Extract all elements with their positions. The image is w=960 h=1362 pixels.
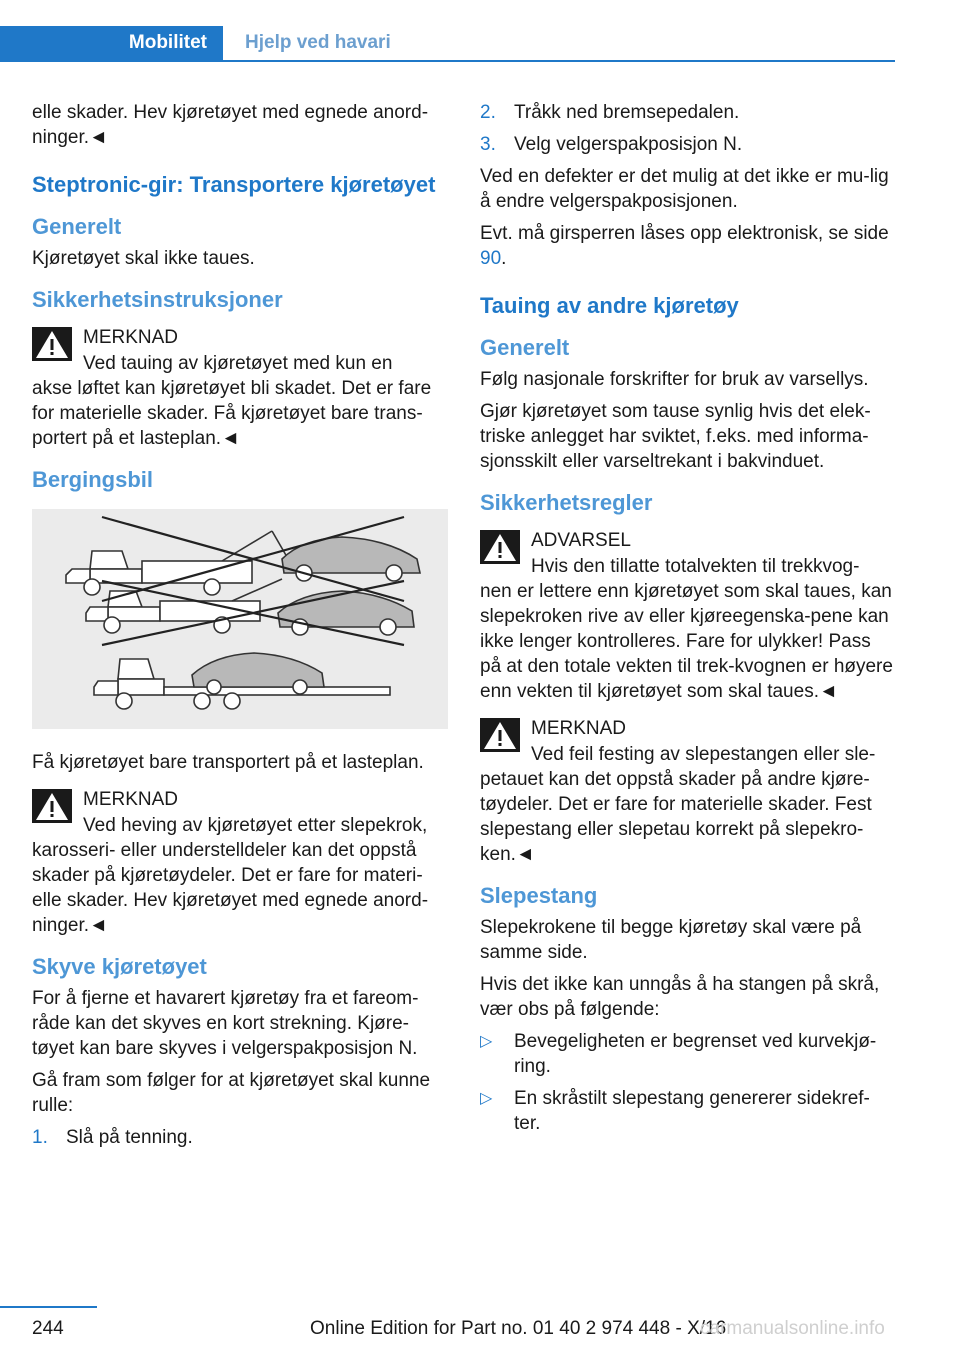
tow-truck-illustration [32,509,448,729]
left-column [32,100,448,1157]
bullet-arrow-icon: ▷ [480,1033,493,1050]
warning-first-line: Ved tauing av kjøretøyet med kun en [83,353,393,374]
list-text: En skråstilt slepestang genererer sidekref-ter. [514,1088,870,1134]
page-header [0,26,895,62]
list-item [480,1086,896,1136]
paragraph-evt [480,221,896,271]
list-number: 1. [32,1127,48,1148]
list-text: Bevegeligheten er begrenset ved kurvekjø-ring. [514,1031,877,1077]
paragraph-folg: Følg nasjonale forskrifter for bruk av varsellys. [480,369,869,390]
warning-title: MERKNAD [83,789,179,810]
list-number: 3. [480,134,496,155]
heading-sikkerhetsinstruksjoner: Sikkerhetsinstruksjoner [32,287,283,312]
right-column [480,100,896,1143]
figure-caption: Få kjøretøyet bare transportert på et lasteplan. [32,752,424,773]
edition-text: Online Edition for Part no. 01 40 2 974 448 - X/16 [310,1318,727,1339]
tab-hjelp-ved-havari[interactable]: Hjelp ved havari [245,32,391,53]
warning-triangle-icon [480,718,520,752]
heading-steptronic: Steptronic-gir: Transportere kjøretøyet [32,172,436,197]
warning-text: akse løftet kan kjøretøyet bli skadet. Det er fare for materielle skader. Få kjøretøyet bare trans-portert på et lasteplan.◄ [32,378,432,449]
list-item [480,100,896,125]
warning-first-line: Ved heving av kjøretøyet etter slepekrok, [83,815,428,836]
watermark-text: carmanualsonline.info [700,1318,885,1339]
warning-block-1 [32,325,448,451]
page-reference-link[interactable]: 90 [480,248,502,269]
bullet-arrow-icon: ▷ [480,1090,493,1107]
list-text: Velg velgerspakposisjon N. [514,134,743,155]
list-number: 2. [480,102,496,123]
warning-triangle-icon [32,327,72,361]
warning-first-line: Ved feil festing av slepestangen eller sle- [531,744,876,765]
list-text: Tråkk ned bremsepedalen. [514,102,740,123]
warning-first-line: Hvis den tillatte totalvekten til trekkvog- [531,556,860,577]
warning-block-3 [480,528,896,704]
warning-title: ADVARSEL [531,530,631,551]
heading-skyve: Skyve kjøretøyet [32,954,207,979]
heading-bergingsbil: Bergingsbil [32,467,154,492]
warning-triangle-icon [480,530,520,564]
list-item [480,132,896,157]
warning-title: MERKNAD [531,718,627,739]
heading-tauing: Tauing av andre kjøretøy [480,293,739,318]
warning-text: petauet kan det oppstå skader på andre kjøre-tøydeler. Det er fare for materielle skader. Fest slepestang eller slepetau korrekt på slepekro-ken.◄ [480,769,872,865]
footer-rule [0,1306,97,1308]
list-item [32,1125,448,1150]
paragraph-ikke-taues: Kjøretøyet skal ikke taues. [32,248,255,269]
page-number: 244 [32,1318,64,1339]
warning-block-4 [480,716,896,867]
heading-generelt: Generelt [32,214,122,239]
paragraph-defekt: Ved en defekter er det mulig at det ikke er mu-lig å endre velgerspakposisjonen. [480,166,889,212]
paragraph-skyve: For å fjerne et havarert kjøretøy fra et fareom-råde kan det skyves en kort strekning. Kjøre-tøyet kan bare skyves i velgerspakposisjon N. [32,988,419,1059]
heading-sikkerhetsregler: Sikkerhetsregler [480,490,653,515]
heading-generelt: Generelt [480,335,570,360]
paragraph-gjor: Gjør kjøretøyet som tause synlig hvis det elek-triske anlegget har sviktet, f.eks. med informa-sjonsskilt eller varseltrekant i bakvinduet. [480,401,871,472]
list-text: Slå på tenning. [66,1127,193,1148]
warning-triangle-icon [32,789,72,823]
warning-title: MERKNAD [83,327,179,348]
paragraph-evt-text: Evt. må girsperren låses opp elektronisk, se side [480,223,889,244]
list-item [480,1029,896,1079]
paragraph-ga-fram: Gå fram som følger for at kjøretøyet skal kunne rulle: [32,1070,431,1116]
paragraph-slepekrokene: Slepekrokene til begge kjøretøy skal være på samme side. [480,917,862,963]
paragraph-hvis: Hvis det ikke kan unngås å ha stangen på skrå, vær obs på følgende: [480,974,880,1020]
warning-block-2 [32,787,448,938]
heading-slepestang: Slepestang [480,883,598,908]
warning-text: karosseri- eller understelldeler kan det oppstå skader på kjøretøydeler. Det er fare for materi-elle skader. Hev kjøretøyet med egnede anord-ninger.◄ [32,840,429,936]
paragraph-evt-end: . [501,248,507,269]
tab-mobilitet[interactable]: Mobilitet [0,26,223,62]
warning-text: nen er lettere enn kjøretøyet som skal taues, kan slepekroken rive av eller kjøreegenska-pene kan ikke lenger kontrolleres. Fare for ulykker! Pass på at den totale vekten til trek-kvognen er høyere enn vekten til kjøretøyet som skal taues.◄ [480,581,893,702]
continued-text: elle skader. Hev kjøretøyet med egnede anord-ninger.◄ [32,102,429,148]
